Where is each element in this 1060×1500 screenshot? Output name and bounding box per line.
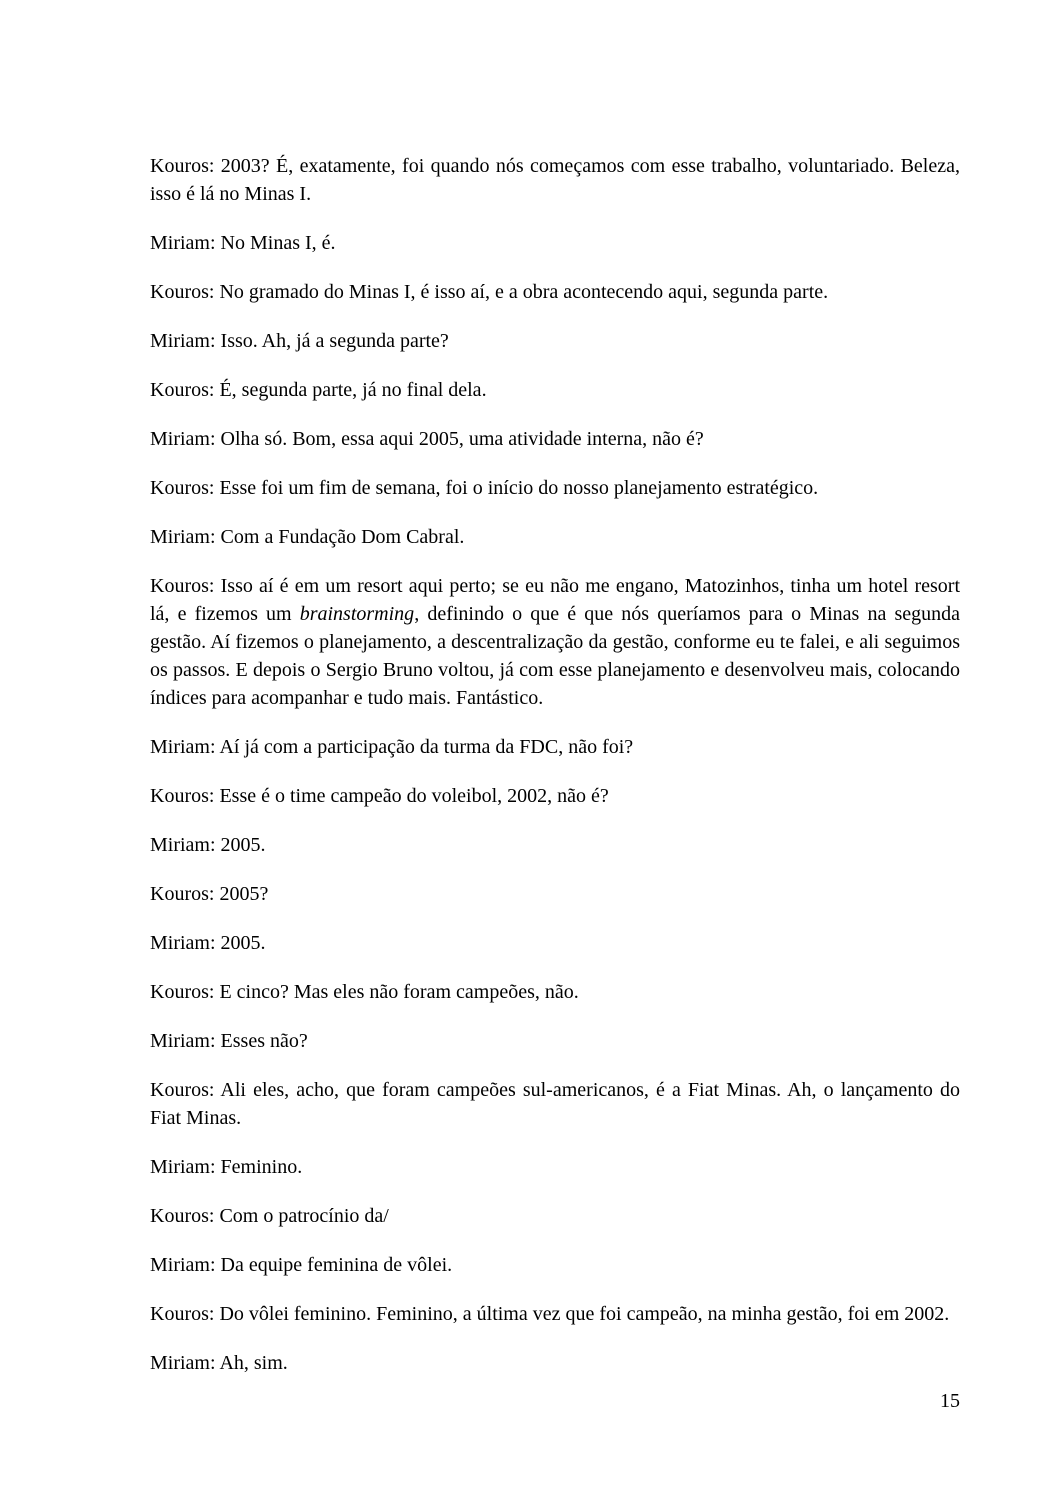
text-segment: Miriam: Aí já com a participação da turma da FDC, não foi? (150, 736, 634, 758)
transcript-body (150, 152, 960, 1377)
text-segment: Kouros: 2003? É, exatamente, foi quando nós começamos com esse trabalho, voluntariado. Beleza, isso é lá no Minas I. (150, 155, 960, 205)
paragraph (150, 978, 960, 1006)
page-number: 15 (940, 1390, 960, 1412)
paragraph (150, 1027, 960, 1055)
text-segment: Kouros: Ali eles, acho, que foram campeões sul-americanos, é a Fiat Minas. Ah, o lançamento do Fiat Minas. (150, 1079, 960, 1129)
paragraph (150, 327, 960, 355)
paragraph (150, 523, 960, 551)
text-segment: Kouros: 2005? (150, 883, 269, 905)
text-segment: Kouros: No gramado do Minas I, é isso aí, e a obra acontecendo aqui, segunda parte. (150, 281, 829, 303)
paragraph (150, 1202, 960, 1230)
text-segment: Miriam: Esses não? (150, 1030, 308, 1052)
paragraph (150, 376, 960, 404)
paragraph (150, 733, 960, 761)
paragraph (150, 1251, 960, 1279)
text-segment: Miriam: Olha só. Bom, essa aqui 2005, uma atividade interna, não é? (150, 428, 704, 450)
text-segment: Kouros: Esse é o time campeão do voleibol, 2002, não é? (150, 785, 609, 807)
text-segment: Miriam: Isso. Ah, já a segunda parte? (150, 330, 449, 352)
paragraph (150, 782, 960, 810)
paragraph (150, 474, 960, 502)
text-segment: Kouros: Esse foi um fim de semana, foi o início do nosso planejamento estratégico. (150, 477, 819, 499)
paragraph (150, 831, 960, 859)
text-segment: Kouros: E cinco? Mas eles não foram campeões, não. (150, 981, 579, 1003)
paragraph (150, 1153, 960, 1181)
paragraph (150, 572, 960, 712)
text-segment: Miriam: 2005. (150, 834, 266, 856)
text-segment: Kouros: Isso aí é em um resort aqui perto; se eu não me engano, Matozinhos, tinha um hotel resort lá, e fizemos um (150, 575, 960, 625)
text-segment: Miriam: Da equipe feminina de vôlei. (150, 1254, 453, 1276)
text-segment: Kouros: Com o patrocínio da/ (150, 1205, 389, 1227)
text-segment: Miriam: Feminino. (150, 1156, 303, 1178)
paragraph (150, 1300, 960, 1328)
text-segment: Miriam: Com a Fundação Dom Cabral. (150, 526, 465, 548)
paragraph (150, 278, 960, 306)
paragraph (150, 880, 960, 908)
text-segment: Miriam: No Minas I, é. (150, 232, 336, 254)
paragraph (150, 929, 960, 957)
text-segment: , definindo o que é que nós queríamos para o Minas na segunda gestão. Aí fizemos o planejamento, a descentralização da gestão, conforme eu te falei, e ali seguimos os passos. E depois o Sergio Bruno voltou, já com esse planejamento e desenvolveu mais, colocando índices para acompanhar e tudo mais. Fantástico. (150, 603, 960, 709)
paragraph (150, 229, 960, 257)
text-segment: Miriam: Ah, sim. (150, 1352, 288, 1374)
text-segment: Miriam: 2005. (150, 932, 266, 954)
text-segment: Kouros: É, segunda parte, já no final dela. (150, 379, 487, 401)
paragraph (150, 1076, 960, 1132)
paragraph (150, 1349, 960, 1377)
italic-text: brainstorming (299, 603, 415, 625)
paragraph (150, 425, 960, 453)
text-segment: Kouros: Do vôlei feminino. Feminino, a última vez que foi campeão, na minha gestão, foi em 2002. (150, 1303, 950, 1325)
paragraph (150, 152, 960, 208)
